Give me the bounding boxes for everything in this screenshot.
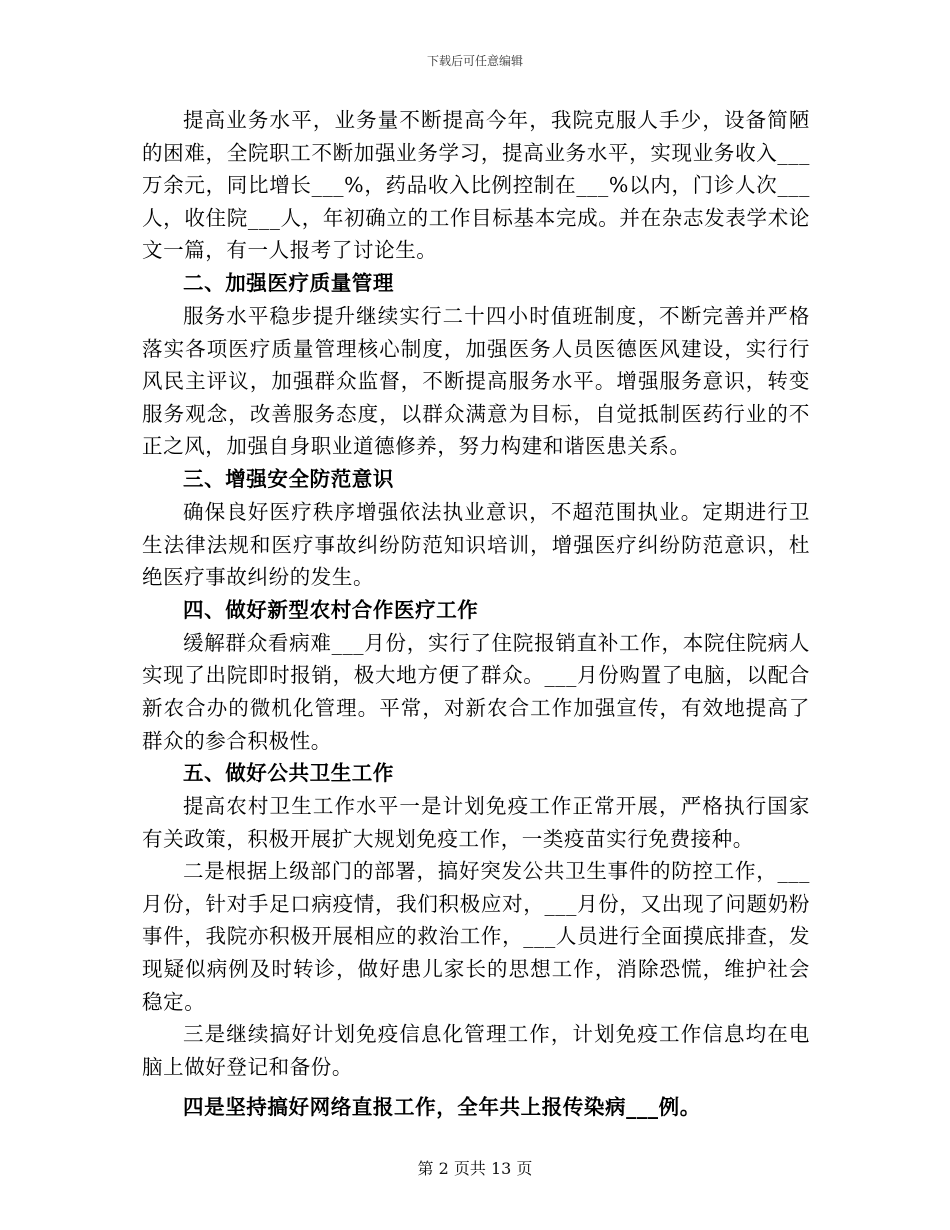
paragraph-emergency-response: 二是根据上级部门的部署，搞好突发公共卫生事件的防控工作，___月份，针对手足口病疫情，我们积极应对，___月份，又出现了问题奶粉事件，我院亦积极开展相应的救治工作，___人员进行全面摸底排查，发现疑似病例及时转诊，做好患儿家长的思想工作，消除恐慌，维护社会稳定。	[142, 859, 810, 1014]
heading-medical-quality: 二、加强医疗质量管理	[183, 270, 394, 295]
paragraph-network-reporting: 四是坚持搞好网络直报工作，全年共上报传染病___例。	[183, 1095, 701, 1120]
page-footer: 第 2 页共 13 页	[417, 1159, 533, 1178]
paragraph-rural-cooperative: 缓解群众看病难___月份，实行了住院报销直补工作，本院住院病人实现了出院即时报销，极大地方便了群众。___月份购置了电脑，以配合新农合办的微机化管理。平常，对新农合工作加强宣传，有效地提高了群众的参合积极性。	[142, 630, 810, 753]
paragraph-immunization-info: 三是继续搞好计划免疫信息化管理工作，计划免疫工作信息均在电脑上做好登记和备份。	[142, 1022, 810, 1079]
heading-public-health: 五、做好公共卫生工作	[183, 761, 394, 786]
heading-rural-cooperative: 四、做好新型农村合作医疗工作	[183, 597, 479, 622]
paragraph-immunization: 提高农村卫生工作水平一是计划免疫工作正常开展，严格执行国家有关政策，积极开展扩大规划免疫工作，一类疫苗实行免费接种。	[142, 794, 810, 851]
paragraph-business-level: 提高业务水平，业务量不断提高今年，我院克服人手少，设备简陋的困难，全院职工不断加强业务学习，提高业务水平，实现业务收入___万余元，同比增长___%，药品收入比例控制在___%以内，门诊人次___人，收住院___人，年初确立的工作目标基本完成。并在杂志发表学术论文一篇，有一人报考了讨论生。	[142, 108, 810, 263]
paragraph-safety-awareness: 确保良好医疗秩序增强依法执业意识，不超范围执业。定期进行卫生法律法规和医疗事故纠纷防范知识培训，增强医疗纠纷防范意识，杜绝医疗事故纠纷的发生。	[142, 499, 810, 590]
paragraph-medical-quality: 服务水平稳步提升继续实行二十四小时值班制度，不断完善并严格落实各项医疗质量管理核心制度，加强医务人员医德医风建设，实行行风民主评议，加强群众监督，不断提高服务水平。增强服务意识，转变服务观念，改善服务态度，以群众满意为目标，自觉抵制医药行业的不正之风，加强自身职业道德修养，努力构建和谐医患关系。	[142, 303, 810, 459]
heading-safety-awareness: 三、增强安全防范意识	[183, 466, 394, 491]
document-body	[142, 104, 810, 1124]
page-header: 下载后可任意编辑	[426, 54, 523, 68]
